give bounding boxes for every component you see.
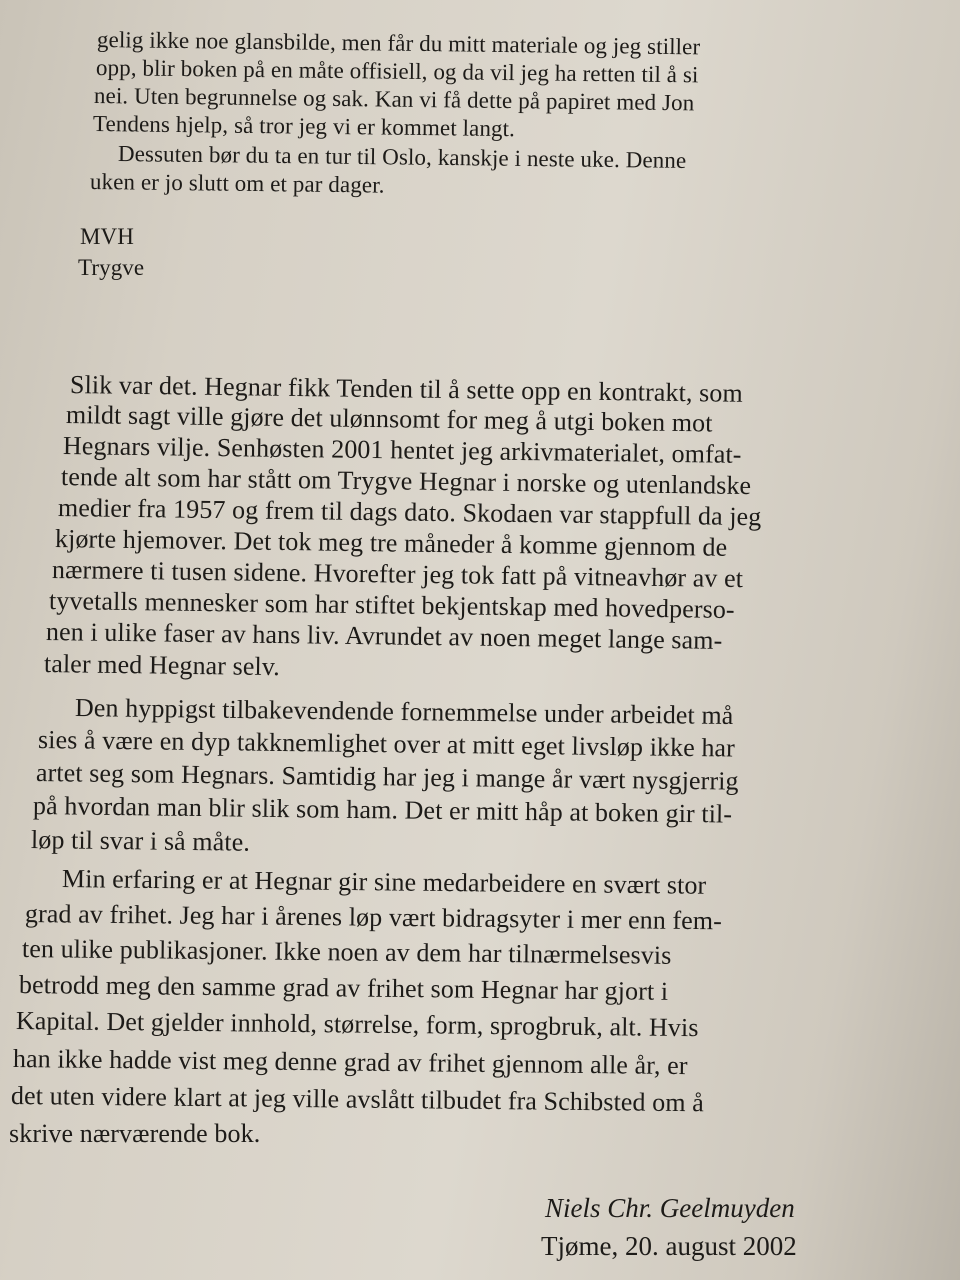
body-line: medier fra 1957 og frem til dags dato. Skodaen var stappfull da jeg <box>57 493 762 532</box>
letter-closing: MVH <box>80 224 134 249</box>
body-line: kjørte hjemover. Det tok meg tre måneder å komme gjennom de <box>54 524 728 562</box>
body-line: mildt sagt ville gjøre det ulønnsomt for meg å utgi boken mot <box>65 400 713 438</box>
letter-line: gelig ikke noe glansbilde, men får du mitt materiale og jeg stiller <box>96 27 701 60</box>
body-line: Slik var det. Hegnar fikk Tenden til å sette opp en kontrakt, som <box>69 370 743 408</box>
body-line: nen i ulike faser av hans liv. Avrundet av noen meget lange sam- <box>45 617 723 655</box>
body-line: tyvetalls mennesker som har stiftet bekjentskap med hovedperso- <box>48 586 735 624</box>
body-line: det uten videre klart at jeg ville avslått tilbudet fra Schibsted om å <box>10 1081 705 1118</box>
body-line: Hegnars vilje. Senhøsten 2001 hentet jeg arkivmaterialet, omfat- <box>62 431 742 469</box>
author-signature: Niels Chr. Geelmuyden <box>545 1193 795 1223</box>
body-line: nærmere ti tusen sidene. Hvorefter jeg tok fatt på vitneavhør av et <box>51 555 744 594</box>
body-line: Den hyppigst tilbakevendende fornemmelse under arbeidet må <box>74 693 734 731</box>
body-line: tende alt som har stått om Trygve Hegnar i norske og utenlandske <box>60 462 752 501</box>
body-line: ten ulike publikasjoner. Ikke noen av dem har tilnærmelsesvis <box>21 934 672 970</box>
letter-line: Dessuten bør du ta en tur til Oslo, kanskje i neste uke. Denne <box>117 141 687 173</box>
body-line: taler med Hegnar selv. <box>43 649 281 682</box>
body-line: sies å være en dyp takknemlighet over at mitt eget livsløp ikke har <box>37 725 736 763</box>
body-line: artet seg som Hegnars. Samtidig har jeg i mange år vært nysgjerrig <box>35 758 739 796</box>
body-line: Min erfaring er at Hegnar gir sine medarbeidere en svært stor <box>61 864 707 900</box>
letter-line: Tendens hjelp, så tror jeg vi er kommet langt. <box>92 111 516 142</box>
body-line: skrive nærværende bok. <box>9 1119 261 1148</box>
body-line: løp til svar i så måte. <box>30 825 251 857</box>
letter-line: uken er jo slutt om et par dager. <box>89 169 385 198</box>
letter-line: nei. Uten begrunnelse og sak. Kan vi få dette på papiret med Jon <box>93 83 695 116</box>
body-line: betrodd meg den samme grad av frihet som Hegnar har gjort i <box>18 970 669 1006</box>
letter-sender: Trygve <box>78 255 145 280</box>
body-line: på hvordan man blir slik som ham. Det er mitt håp at boken gir til- <box>32 791 733 829</box>
place-date: Tjøme, 20. august 2002 <box>541 1231 797 1261</box>
letter-line: opp, blir boken på en måte offisiell, og da vil jeg ha retten til å si <box>95 55 699 88</box>
body-line: grad av frihet. Jeg har i årenes løp vært bidragsyter i mer enn fem- <box>24 899 723 936</box>
body-line: han ikke hadde vist meg denne grad av frihet gjennom alle år, er <box>12 1044 688 1081</box>
body-line: Kapital. Det gjelder innhold, størrelse, form, sprogbruk, alt. Hvis <box>15 1006 699 1043</box>
